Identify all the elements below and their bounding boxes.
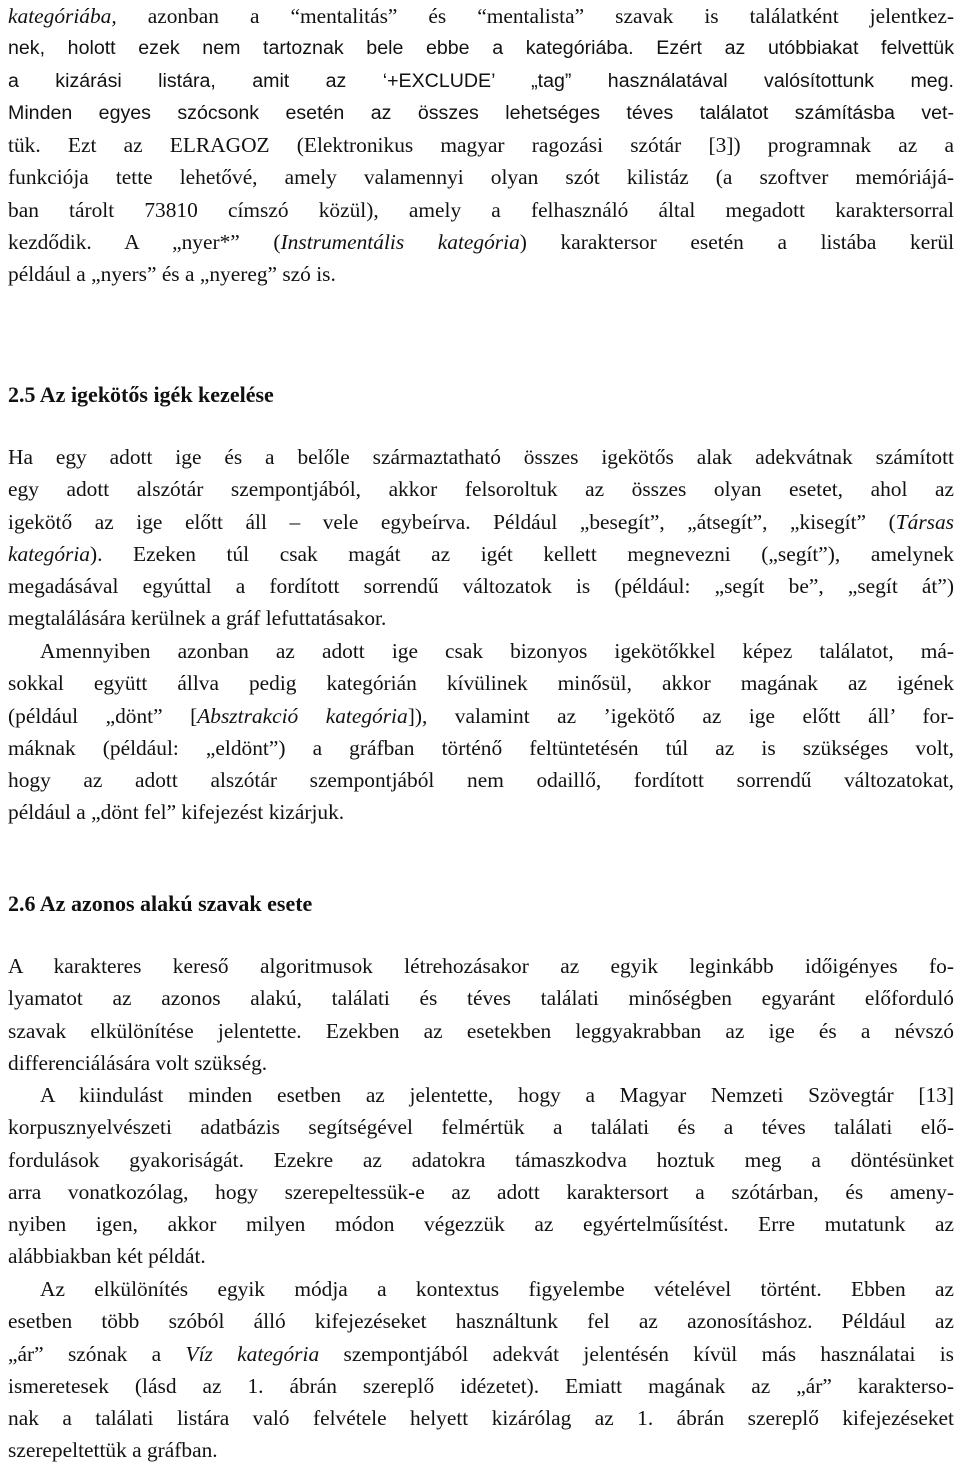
text-line (8, 161, 954, 193)
text-line (8, 700, 954, 732)
text-segment: funkciója tette lehetővé, amely valamennyi olyan szót kilistáz (a szoftver memóriájá- (8, 165, 954, 190)
text-segment: azonban a “mentalitás” és “mentalista” szavak is találatként jelentkez- (116, 4, 954, 28)
paragraph-azonos-alaku-2 (8, 1079, 954, 1273)
text-segment: nyiben igen, akkor milyen módon végezzük az egyértelműsítést. Erre mutatunk az (8, 1212, 954, 1237)
text-segment: esetben több szóból álló kifejezéseket használtunk fel az azonosításhoz. Például az (8, 1309, 954, 1334)
text-line (8, 1208, 954, 1240)
text-segment: Minden egyes szócsonk esetén az összes lehetséges téves találatot számításba vet- (8, 101, 954, 124)
text-line (8, 570, 954, 602)
text-segment: egy adott alszótár szempontjából, akkor felsoroltuk az összes olyan esetet, ahol az (8, 477, 954, 502)
text-segment: differenciálására volt szükség. (8, 1050, 268, 1075)
text-segment: Amennyiben azonban az adott ige csak bizonyos igekötőkkel képez találatot, má- (40, 639, 954, 663)
text-line (8, 194, 954, 226)
text-line (8, 32, 954, 64)
text-line (8, 602, 954, 634)
text-segment: nek, holott ezek nem tartoznak bele ebbe a kategóriába. Ezért az utóbbiakat felvettük (8, 37, 954, 60)
text-line (8, 1079, 954, 1111)
italic-text-segment: Instrumentális kategória (280, 230, 520, 255)
text-segment: például a „dönt fel” kifejezést kizárjuk. (8, 800, 345, 825)
text-segment: megtalálására kerülnek a gráf lefuttatásakor. (8, 606, 387, 631)
text-segment: hogy az adott alszótár szempontjából nem odaillő, fordított sorrendű változatokat, (8, 768, 954, 793)
text-segment: sokkal együtt állva pedig kategórián kívülinek minősül, akkor magának az igének (8, 671, 954, 696)
text-line (8, 97, 954, 129)
text-segment: ban tárolt 73810 címszó közül), amely a felhasználó által megadott karaktersorral (8, 197, 954, 222)
text-line (8, 1434, 954, 1466)
text-segment: tük. Ezt az ELRAGOZ (Elektronikus magyar ragozási szótár [3]) programnak az a (8, 133, 954, 158)
text-segment: ). Ezeken túl csak magát az igét kellett megnevezni („segít”), amelynek (89, 541, 954, 566)
text-line (8, 1144, 954, 1176)
text-line (8, 635, 954, 667)
text-segment: igekötő az ige előtt áll – vele egybeírva. Például „besegít”, „átsegít”, „kisegít” ( (8, 509, 896, 534)
text-segment: szavak elkülönítése jelentette. Ezekben az esetekben leggyakrabban az ige és a névszó (8, 1018, 954, 1043)
text-segment: A karakteres kereső algoritmusok létrehozásakor az egyik leginkább időigényes fo- (8, 954, 954, 978)
text-segment: korpusznyelvészeti adatbázis segítségével felmértük a találati és a téves találati elő- (8, 1115, 954, 1140)
text-segment: lyamatot az azonos alakú, találati és téves találati minőségben egyaránt előforduló (8, 986, 954, 1011)
paragraph-igekotos-igek-1 (8, 441, 954, 635)
italic-text-segment: kategória (8, 541, 90, 566)
text-line (8, 764, 954, 796)
text-segment: szempontjából adekvát jelentésén kívül más használatai is (319, 1341, 954, 1366)
text-segment: máknak (például: „eldönt”) a gráfban történő feltüntetésén túl az is szükséges volt, (8, 735, 954, 760)
text-line (8, 1273, 954, 1305)
text-line (8, 1370, 954, 1402)
text-line (8, 796, 954, 828)
text-line (8, 982, 954, 1014)
text-line (8, 441, 954, 473)
text-segment: Az elkülönítés egyik módja a kontextus figyelembe vételével történt. Ebben az (40, 1277, 954, 1301)
section-heading-2-5: 2.5 Az igekötős igék kezelése (8, 382, 274, 407)
text-line (8, 1015, 954, 1047)
paragraph-kizarasi-lista (8, 0, 954, 291)
text-line (8, 538, 954, 570)
text-line (8, 0, 954, 32)
text-segment: ]), valamint az ’igekötő az ige előtt áll’ for- (407, 703, 955, 728)
text-segment: a kizárási listára, amit az ‘+EXCLUDE’ „tag” használatával valósítottunk meg. (8, 69, 954, 92)
text-line (8, 226, 954, 258)
text-line (8, 1338, 954, 1370)
text-line (8, 1402, 954, 1434)
text-segment: fordulások gyakoriságát. Ezekre az adatokra támaszkodva hoztuk meg a döntésünket (8, 1147, 954, 1172)
text-segment: Ha egy adott ige és a belőle származtatható összes igekötős alak adekvátnak számított (8, 445, 954, 469)
section-heading-2-6: 2.6 Az azonos alakú szavak esete (8, 891, 313, 916)
text-segment: nak a találati listára való felvétele helyett kizárólag az 1. ábrán szereplő kifejezéseket (8, 1406, 954, 1431)
text-line (8, 1111, 954, 1143)
text-line (8, 1176, 954, 1208)
paragraph-igekotos-igek-2 (8, 635, 954, 829)
text-line (8, 258, 954, 290)
text-segment: kezdődik. A „nyer*” ( (8, 230, 281, 255)
text-line (8, 950, 954, 982)
text-line (8, 1240, 954, 1272)
italic-text-segment: kategóriába, (8, 4, 117, 28)
text-line (8, 65, 954, 97)
text-line (8, 473, 954, 505)
text-line (8, 506, 954, 538)
text-segment: szerepeltettük a gráfban. (8, 1438, 218, 1463)
text-segment: (például „dönt” [ (8, 703, 198, 728)
text-segment: alábbiakban két példát. (8, 1244, 206, 1269)
text-segment: „ár” szónak a (8, 1341, 186, 1366)
text-line (8, 129, 954, 161)
text-segment: megadásával egyúttal a fordított sorrendű változatok is (például: „segít be”, „segít át”) (8, 574, 954, 599)
text-segment: ) karaktersor esetén a listába kerül (519, 230, 955, 255)
text-segment: ismeretesek (lásd az 1. ábrán szereplő idézetet). Emiatt magának az „ár” karakterso- (8, 1373, 954, 1398)
text-segment: A kiindulást minden esetben az jelentette, hogy a Magyar Nemzeti Szövegtár [13] (40, 1083, 954, 1107)
text-segment: például a „nyers” és a „nyereg” szó is. (8, 262, 336, 287)
text-line (8, 1305, 954, 1337)
text-line (8, 667, 954, 699)
italic-text-segment: Víz kategória (185, 1341, 320, 1366)
paragraph-azonos-alaku-3 (8, 1273, 954, 1467)
paragraph-azonos-alaku-1 (8, 950, 954, 1079)
italic-text-segment: Absztrakció kategória (197, 703, 408, 728)
italic-text-segment: Társas (895, 509, 954, 534)
text-line (8, 732, 954, 764)
text-segment: arra vonatkozólag, hogy szerepeltessük-e az adott karaktersort a szótárban, és ameny- (8, 1179, 954, 1204)
text-line (8, 1047, 954, 1079)
